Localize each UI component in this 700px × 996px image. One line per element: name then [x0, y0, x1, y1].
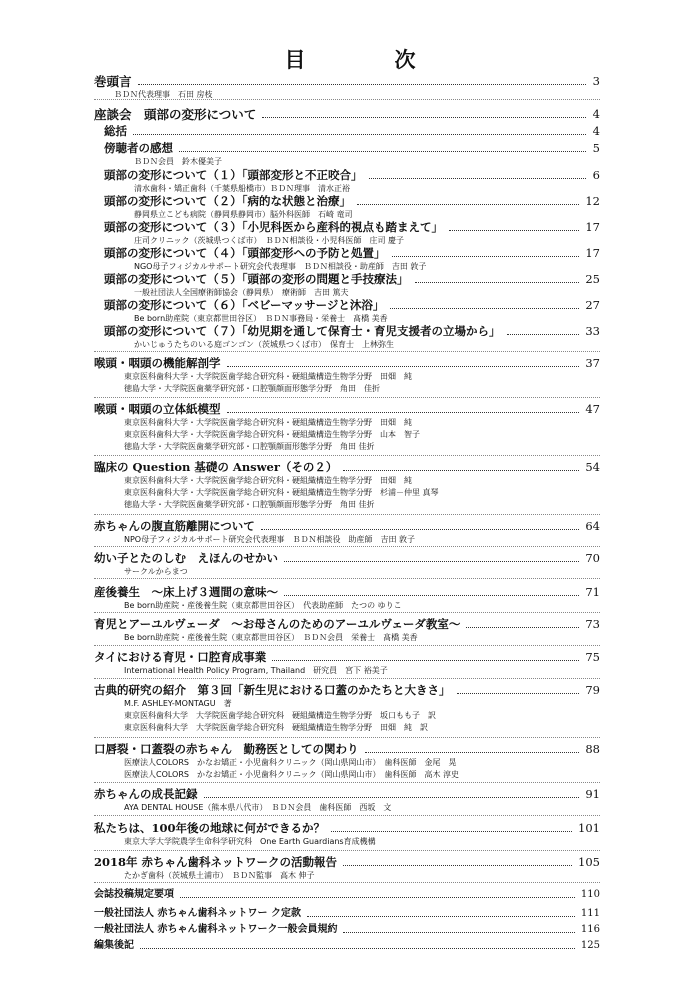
- toc-entry-author: 東京医科歯科大学・大学院医歯学総合研究科・硬組織構造生物学分野 田畑 純: [124, 418, 412, 427]
- toc-entry[interactable]: [94, 821, 600, 848]
- toc-entry-line: [94, 124, 600, 139]
- section-divider: [94, 351, 600, 352]
- toc-entry-author: 庄司クリニック（茨城県つくば市） ＢＤＮ相談役・小児科医師 庄司 慶子: [134, 236, 405, 245]
- section-divider: [94, 850, 600, 851]
- toc-entry-page: 73: [585, 617, 600, 631]
- toc-entry-page: 17: [585, 220, 600, 234]
- toc-entry-author: 医療法人COLORS かなお矯正・小児歯科クリニック（岡山県岡山市） 歯科医師 高木 淳史: [124, 770, 460, 779]
- toc-entry-line: [94, 742, 600, 757]
- toc-entry-line: [94, 298, 600, 313]
- toc-entry[interactable]: [94, 887, 600, 902]
- toc-entry-title: 喉頭・咽頭の立体紙模型: [94, 402, 221, 416]
- toc-entry-title: 頭部の変形について（１）「頭部変形と不正咬合」: [104, 168, 363, 182]
- section-divider: [94, 546, 600, 547]
- toc-entry-title: 産後養生 ～床上げ３週間の意味～: [94, 585, 278, 599]
- dot-leader: [262, 117, 586, 118]
- toc-entry-page: 116: [580, 924, 600, 935]
- toc-entry-line: [94, 141, 600, 156]
- toc-entry-page: 70: [585, 551, 600, 565]
- toc-entry-author: 東京医科歯科大学・大学院医歯学総合研究科・硬組織構造生物学分野 山本 智子: [124, 430, 420, 439]
- toc-entry-line: [94, 402, 600, 417]
- toc-entry-title: 私たちは、100年後の地球に何ができるか？: [94, 821, 326, 835]
- toc-entry-line: [94, 938, 600, 953]
- toc-entry[interactable]: [94, 585, 600, 612]
- section-divider: [94, 612, 600, 613]
- toc-entry-author: 清水歯科・矯正歯科（千葉県船橋市）ＢＤＮ理事 清水正裕: [134, 184, 350, 193]
- toc-entry-title: 頭部の変形について（３）「小児科医から産科的視点も踏まえて」: [104, 220, 444, 234]
- toc-entry-title: 編集後記: [94, 940, 134, 951]
- dot-leader: [227, 366, 580, 367]
- toc-entry-author: ＢＤＮ会員 鈴木優美子: [134, 157, 222, 166]
- toc-entry-author: 東京医科歯科大学・大学院医歯学総合研究科・硬組織構造生物学分野 田畑 純: [124, 476, 412, 485]
- section-divider: [94, 578, 600, 579]
- dot-leader: [507, 334, 580, 335]
- section-divider: [94, 678, 600, 679]
- toc-entry-title: 傍聴者の感想: [104, 141, 173, 155]
- toc-entry[interactable]: [94, 220, 600, 247]
- toc-entry[interactable]: [94, 298, 600, 325]
- toc-entry-line: [94, 887, 600, 902]
- dot-leader: [415, 282, 580, 283]
- toc-entry-author: 静岡県立こども病院（静岡県静岡市）脳外科医師 石崎 竜司: [134, 210, 353, 219]
- dot-leader: [204, 797, 580, 798]
- toc-entry-title: 口唇裂・口蓋裂の赤ちゃん 勤務医としての関わり: [94, 742, 359, 756]
- toc-entry-page: 6: [592, 168, 600, 182]
- toc-entry[interactable]: [94, 683, 600, 734]
- toc-entry-line: [94, 617, 600, 632]
- toc-entry-author: NGO母子フィジカルサポート研究会代表理事 ＢＤＮ相談役・助産師 吉田 敦子: [134, 262, 427, 271]
- toc-entry-author: 東京大学大学院農学生命科学研究科 One Earth Guardians育成機構: [124, 837, 376, 846]
- toc-entry-page: 33: [585, 324, 600, 338]
- toc-entry-line: [94, 787, 600, 802]
- toc-entry-line: [94, 74, 600, 89]
- toc-entry[interactable]: [94, 356, 600, 395]
- toc-entry-page: 110: [580, 889, 600, 900]
- toc-entry-author: 医療法人COLORS かなお矯正・小児歯科クリニック（岡山県岡山市） 歯科医師 金尾 晃: [124, 758, 457, 767]
- toc-entry[interactable]: [94, 324, 600, 351]
- toc-entry-author: かいじゅうたちのいる庭ゴンゴン（茨城県つくば市） 保育士 上林弥生: [134, 340, 394, 349]
- toc-entry-line: [94, 460, 600, 475]
- dot-leader: [284, 561, 579, 562]
- dot-leader: [179, 151, 586, 152]
- toc-entry-page: 25: [585, 272, 600, 286]
- toc-entry[interactable]: [94, 272, 600, 299]
- toc-entry-title: 赤ちゃんの腹直筋離開について: [94, 519, 255, 533]
- toc-entry-page: 17: [585, 246, 600, 260]
- toc-entry[interactable]: [94, 855, 600, 882]
- toc-entry-line: [94, 650, 600, 665]
- toc-entry-line: [94, 922, 600, 937]
- toc-entry-title: 古典的研究の紹介 第３回「新生児における口蓋のかたちと大きさ」: [94, 683, 451, 697]
- section-divider: [94, 882, 600, 883]
- toc-entry-title: 幼い子とたのしむ えほんのせかい: [94, 551, 278, 565]
- toc-entry-author: たかぎ歯科（茨城県土浦市） ＢＤＮ監事 高木 伸子: [124, 871, 315, 880]
- toc-entry-line: [94, 220, 600, 235]
- toc-entry-page: 105: [578, 855, 600, 869]
- toc-entry[interactable]: [94, 246, 600, 273]
- dot-leader: [180, 897, 575, 898]
- dot-leader: [307, 916, 575, 917]
- dot-leader: [272, 660, 579, 661]
- toc-entry-line: [94, 855, 600, 870]
- toc-entry-page: 101: [578, 821, 600, 835]
- toc-entry-author: 東京医科歯科大学・大学院医歯学総合研究科・硬組織構造生物学分野 田畑 純: [124, 372, 412, 381]
- toc-entry[interactable]: [94, 551, 600, 578]
- toc-entry[interactable]: [94, 938, 600, 953]
- dot-leader: [457, 693, 580, 694]
- toc-entry-page: 4: [592, 107, 600, 121]
- toc-entry-title: 頭部の変形について（２）「病的な状態と治療」: [104, 194, 352, 208]
- toc-entry[interactable]: [94, 650, 600, 677]
- toc-entry-title: 赤ちゃんの成長記録: [94, 787, 198, 801]
- section-divider: [94, 397, 600, 398]
- toc-entry[interactable]: [94, 519, 600, 546]
- toc-entry-page: 5: [592, 141, 600, 155]
- toc-entry-page: 91: [585, 787, 600, 801]
- toc-entry-line: [94, 168, 600, 183]
- dot-leader: [261, 529, 580, 530]
- toc-entry-line: [94, 519, 600, 534]
- toc-entry-title: 喉頭・咽頭の機能解剖学: [94, 356, 221, 370]
- toc-entry-page: 12: [585, 194, 600, 208]
- toc-entry-line: [94, 585, 600, 600]
- toc-entry-title: 座談会 頭部の変形について: [94, 107, 257, 122]
- dot-leader: [284, 595, 579, 596]
- toc-entry-title: 巻頭言: [94, 74, 132, 89]
- toc-entry-author: Be born助産院（東京都世田谷区） ＢＤＮ事務局・栄養士 髙橋 美香: [134, 314, 388, 323]
- dot-leader: [343, 470, 579, 471]
- toc-entry-title: 一般社団法人 赤ちゃん歯科ネットワーク一般会員規約: [94, 924, 338, 935]
- section-divider: [94, 782, 600, 783]
- toc-entry-page: 54: [585, 460, 600, 474]
- dot-leader: [138, 84, 586, 85]
- dot-leader: [140, 948, 575, 949]
- toc-entry-line: [94, 683, 600, 698]
- toc-entry-author: 東京医科歯科大学 大学院医歯学総合研究科 硬組織構造生物学分野 坂口もも子 訳: [124, 711, 436, 720]
- toc-entry-author: サークルからまつ: [124, 567, 188, 576]
- toc-entry-author: ＢＤＮ代表理事 石田 房枝: [114, 90, 213, 99]
- toc-entry-line: [94, 821, 600, 836]
- toc-entry-line: [94, 246, 600, 261]
- dot-leader: [392, 256, 580, 257]
- toc-entry-page: 125: [580, 940, 600, 951]
- toc-entry-title: 臨床の Question 基礎の Answer（その２）: [94, 460, 338, 474]
- toc-entry[interactable]: [94, 402, 600, 453]
- toc-entry-author: Be born助産院・産後養生院（東京都世田谷区） 代表助産師 たつの ゆりこ: [124, 601, 402, 610]
- toc-entry-line: [94, 272, 600, 287]
- toc-entry-page: 4: [592, 124, 600, 138]
- dot-leader: [369, 178, 586, 179]
- toc-entry-title: 会誌投稿規定要項: [94, 889, 174, 900]
- toc-entry[interactable]: [94, 124, 600, 139]
- toc-entry-line: [94, 107, 600, 122]
- toc-entry-page: 37: [585, 356, 600, 370]
- dot-leader: [390, 308, 579, 309]
- section-divider: [94, 455, 600, 456]
- toc-entry[interactable]: [94, 460, 600, 511]
- toc-entry-author: 徳島大学・大学院医歯薬学研究部・口腔顎顔面形態学分野 角田 佳折: [124, 442, 375, 451]
- toc-entry-title: 育児とアーユルヴェーダ ～お母さんのためのアーユルヴェーダ教室～: [94, 617, 461, 631]
- toc-entry-author: Be born助産院・産後養生院（東京都世田谷区） ＢＤＮ会員 栄養士 髙橋 美香: [124, 633, 418, 642]
- toc-entry-title: 頭部の変形について（６）「ベビーマッサージと沐浴」: [104, 298, 385, 312]
- toc-entry-page: 88: [585, 742, 600, 756]
- toc-entry-line: [94, 356, 600, 371]
- dot-leader: [357, 204, 579, 205]
- toc-entry-page: 47: [585, 402, 600, 416]
- toc-entry-author: 徳島大学・大学院医歯薬学研究部・口腔顎顔面形態学分野 角田 佳折: [124, 384, 380, 393]
- toc-entry[interactable]: [94, 168, 600, 195]
- toc-entry-author: 一般社団法人全国療術師協会（静岡県） 療術師 吉田 篤夫: [134, 288, 349, 297]
- toc-entry-author: 東京医科歯科大学・大学院医歯学総合研究科・硬組織構造生物学分野 杉浦－仲里 真琴: [124, 488, 439, 497]
- toc-entry-author: M.F. ASHLEY-MONTAGU 著: [124, 699, 232, 708]
- toc-entry-line: [94, 194, 600, 209]
- toc-entry-line: [94, 906, 600, 921]
- dot-leader: [133, 134, 586, 135]
- toc-entry-line: [94, 551, 600, 566]
- toc-entry[interactable]: [94, 617, 600, 644]
- dot-leader: [365, 752, 580, 753]
- dot-leader: [343, 932, 574, 933]
- toc-entry[interactable]: [94, 141, 600, 168]
- toc-entry-title: 2018年 赤ちゃん歯科ネットワークの活動報告: [94, 855, 338, 869]
- toc-entry[interactable]: [94, 107, 600, 122]
- toc-entry[interactable]: [94, 194, 600, 221]
- section-divider: [94, 737, 600, 738]
- toc-entry-title: 頭部の変形について（４）「頭部変形への予防と処置」: [104, 246, 386, 260]
- toc-entry-title: 一般社団法人 赤ちゃん歯科ネットワー ク定款: [94, 908, 301, 919]
- toc-entry-line: [94, 324, 600, 339]
- toc-title: 目 次: [284, 47, 450, 72]
- toc-entry[interactable]: [94, 742, 600, 781]
- toc-entry-author: AYA DENTAL HOUSE（熊本県八代市） ＢＤＮ会員 歯科医師 西坂 文: [124, 803, 392, 812]
- section-divider: [94, 815, 600, 816]
- dot-leader: [331, 831, 572, 832]
- dot-leader: [343, 865, 572, 866]
- toc-entry-page: 71: [585, 585, 600, 599]
- section-divider: [94, 514, 600, 515]
- toc-entry-title: 頭部の変形について（７）「幼児期を通して保育士・育児支援者の立場から」: [104, 324, 501, 338]
- toc-entry[interactable]: [94, 906, 600, 921]
- toc-entry[interactable]: [94, 74, 600, 101]
- toc-entry-author: International Health Policy Program, Thailand 研究員 宮下 裕美子: [124, 666, 388, 675]
- toc-entry-page: 79: [585, 683, 600, 697]
- toc-entry-page: 111: [580, 908, 600, 919]
- toc-entry-author: 徳島大学・大学院医歯薬学研究部・口腔顎顔面形態学分野 角田 佳折: [124, 500, 375, 509]
- dot-leader: [466, 627, 579, 628]
- toc-entry-author: NPO母子フィジカルサポート研究会代表理事 ＢＤＮ相談役 助産師 吉田 敦子: [124, 535, 416, 544]
- toc-entry[interactable]: [94, 922, 600, 937]
- section-divider: [94, 645, 600, 646]
- toc-entry[interactable]: [94, 787, 600, 814]
- toc-entry-page: 3: [592, 74, 600, 88]
- toc-entry-author: 東京医科歯科大学 大学院医歯学総合研究科 硬組織構造生物学分野 田畑 純 訳: [124, 723, 428, 732]
- toc-entry-title: タイにおける育児・口腔育成事業: [94, 650, 267, 664]
- toc-entry-title: 頭部の変形について（５）「頭部の変形の問題と手技療法」: [104, 272, 409, 286]
- toc-entry-title: 総括: [104, 124, 127, 138]
- dot-leader: [227, 412, 580, 413]
- toc-entry-page: 64: [585, 519, 600, 533]
- toc-entry-page: 75: [585, 650, 600, 664]
- toc-entry-page: 27: [585, 298, 600, 312]
- dot-leader: [449, 230, 579, 231]
